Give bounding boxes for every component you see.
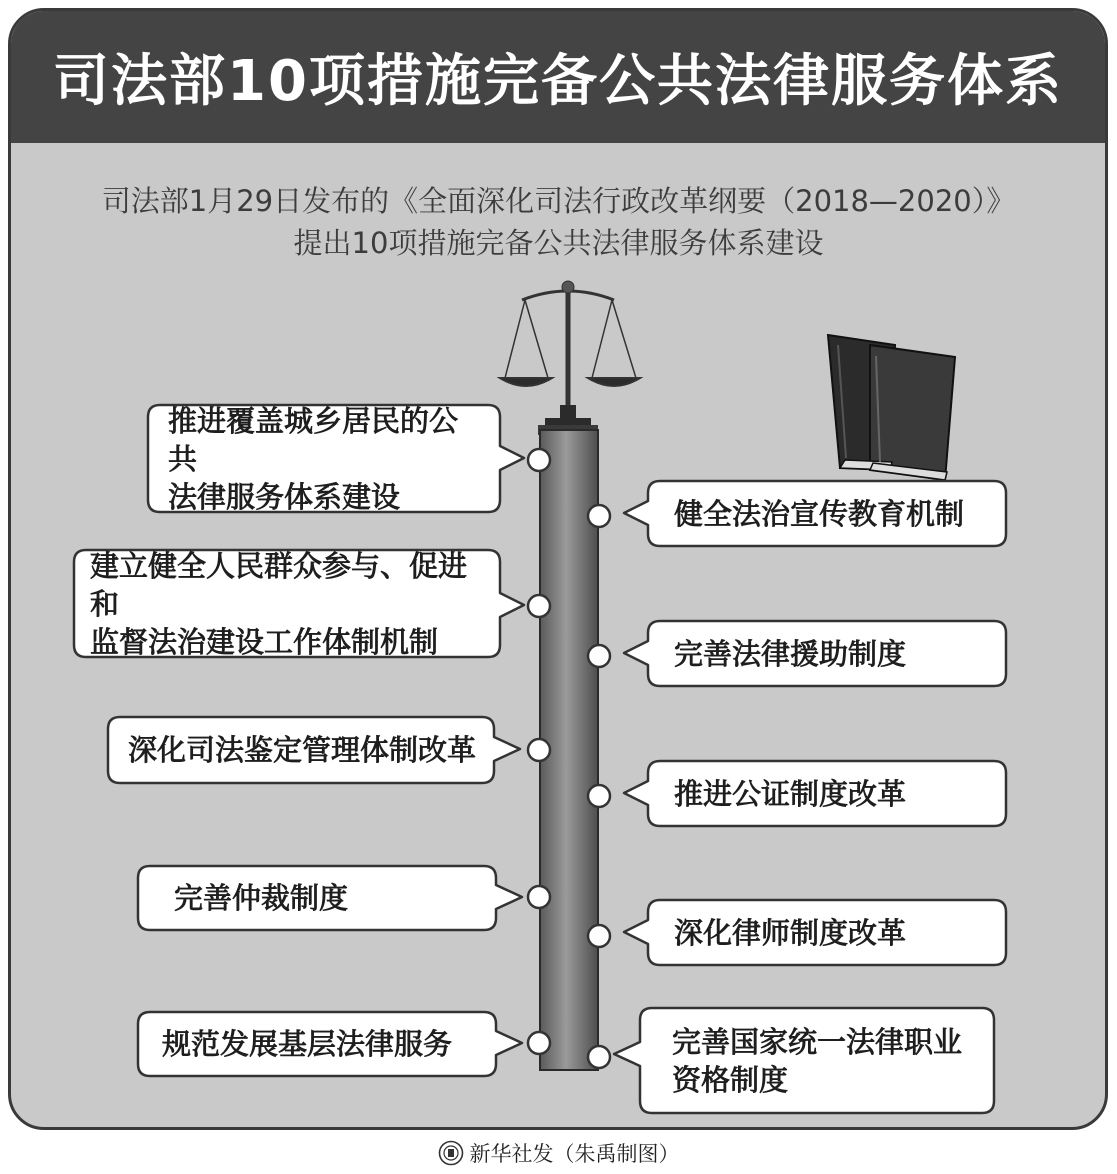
measure-right-5-line1: 完善国家统一法律职业 <box>672 1024 963 1059</box>
measure-right-4 <box>650 902 1004 963</box>
xinhua-seal-icon <box>438 1140 464 1166</box>
measure-right-5 <box>642 1010 992 1111</box>
measure-right-1-line1: 健全法治宣传教育机制 <box>674 496 965 531</box>
measure-left-3-line1: 深化司法鉴定管理体制改革 <box>128 733 477 767</box>
measure-right-2 <box>650 623 1004 684</box>
measure-right-1 <box>650 483 1004 544</box>
measure-left-4 <box>140 868 496 928</box>
measure-left-2-line1: 建立健全人民群众参与、促进和 <box>90 548 468 621</box>
measure-right-3-line1: 推进公证制度改革 <box>674 776 907 811</box>
scales-of-justice-icon <box>500 281 640 435</box>
measure-left-5-line1: 规范发展基层法律服务 <box>162 1027 453 1061</box>
measure-left-5 <box>140 1014 496 1074</box>
measure-left-1-line1: 推进覆盖城乡居民的公共 <box>168 403 459 476</box>
measure-right-4-line1: 深化律师制度改革 <box>674 915 907 950</box>
credit-line <box>0 1138 1117 1168</box>
measure-left-1 <box>150 403 498 514</box>
law-books-icon <box>828 335 955 480</box>
measure-right-5-line2: 资格制度 <box>672 1062 789 1097</box>
measure-left-2-line2: 监督法治建设工作体制机制 <box>90 624 439 659</box>
intro-line-1: 司法部1月29日发布的《全面深化司法行政改革纲要（2018—2020）》 <box>101 184 1016 218</box>
intro-line-2: 提出10项措施完备公共法律服务体系建设 <box>293 226 824 260</box>
measure-left-4-line1: 完善仲裁制度 <box>174 881 349 915</box>
credit-text: 新华社发（朱禹制图） <box>469 1142 680 1166</box>
measure-left-3 <box>110 719 494 781</box>
measure-left-2 <box>76 548 500 659</box>
measure-left-1-line2: 法律服务体系建设 <box>168 479 401 514</box>
page-title: 司法部10项措施完备公共法律服务体系 <box>53 49 1063 114</box>
measure-right-2-line1: 完善法律援助制度 <box>674 636 907 671</box>
measure-right-3 <box>650 763 1004 824</box>
